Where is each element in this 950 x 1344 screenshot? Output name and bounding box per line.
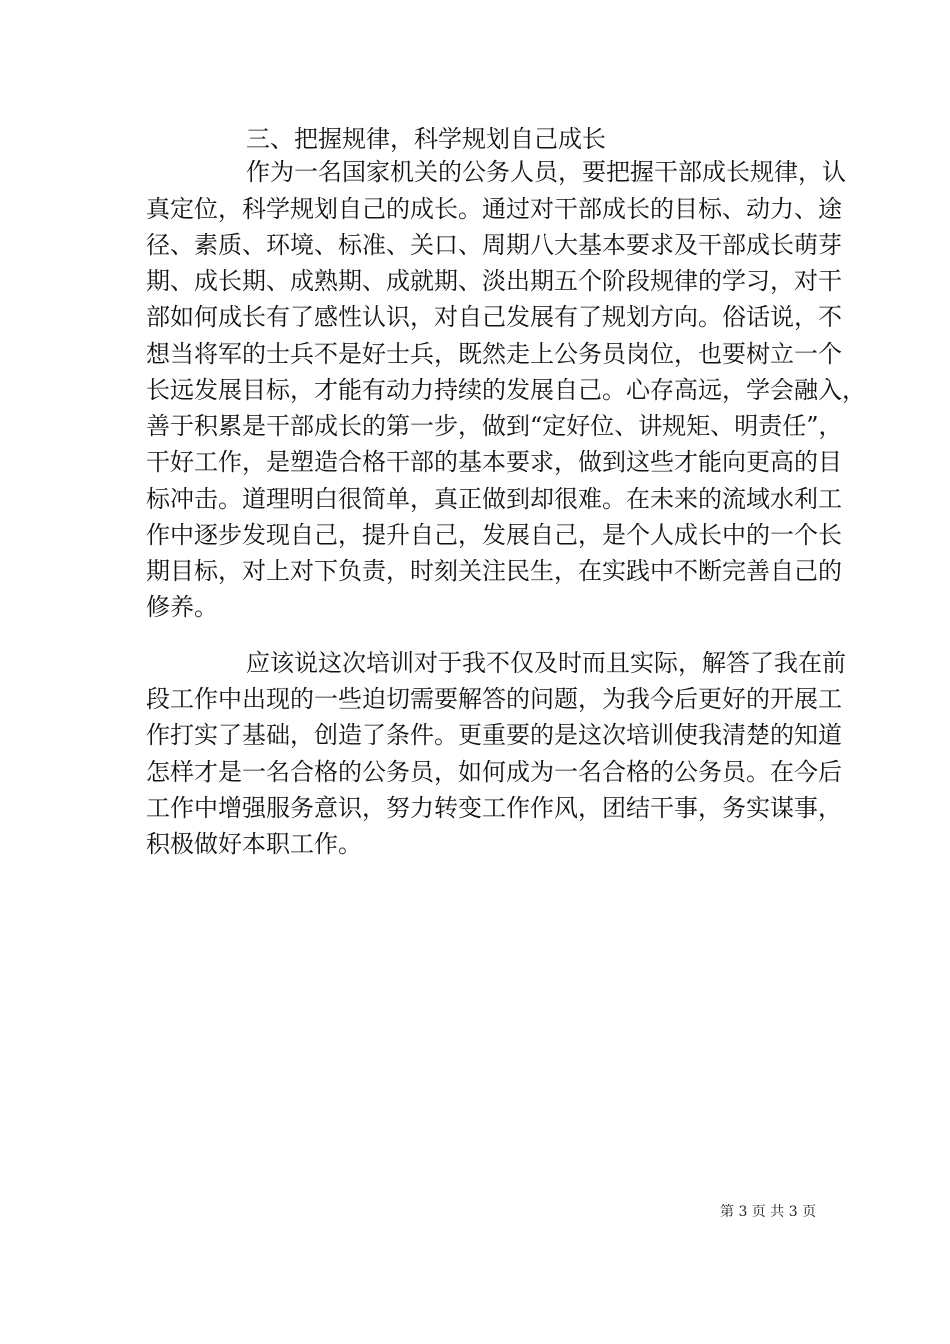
paragraph-1-line-4: 期、成长期、成熟期、成就期、淡出期五个阶段规律的学习，对干	[146, 267, 842, 295]
paragraph-1-line-1: 作为一名国家机关的公务人员，要把握干部成长规律，认	[246, 158, 846, 186]
paragraph-1-line-5: 部如何成长有了感性认识，对自己发展有了规划方向。俗话说，不	[146, 303, 842, 331]
paragraph-1-line-10: 标冲击。道理明白很简单，真正做到却很难。在未来的流域水利工	[146, 485, 842, 513]
paragraph-1-line-2: 真定位，科学规划自己的成长。通过对干部成长的目标、动力、途	[146, 195, 842, 223]
paragraph-1-line-8: 善于积累是干部成长的第一步，做到“定好位、讲规矩、明责任”，	[146, 412, 843, 440]
paragraph-1-line-3: 径、素质、环境、标准、关口、周期八大基本要求及干部成长萌芽	[146, 231, 842, 259]
paragraph-2-line-1: 应该说这次培训对于我不仅及时而且实际，解答了我在前	[246, 649, 846, 677]
paragraph-2-line-4: 怎样才是一名合格的公务员，如何成为一名合格的公务员。在今后	[146, 758, 842, 786]
paragraph-2-line-5: 工作中增强服务意识，努力转变工作作风，团结干事，务实谋事，	[146, 794, 842, 822]
paragraph-1-line-7: 长远发展目标，才能有动力持续的发展自己。心存高远，学会融入，	[146, 376, 866, 404]
paragraph-2-line-6: 积极做好本职工作。	[146, 830, 362, 858]
paragraph-1-line-9: 干好工作，是塑造合格干部的基本要求，做到这些才能向更高的目	[146, 448, 842, 476]
section-heading: 三、把握规律，科学规划自己成长	[246, 125, 606, 153]
paragraph-1-line-11: 作中逐步发现自己，提升自己，发展自己，是个人成长中的一个长	[146, 521, 842, 549]
paragraph-1-line-13: 修养。	[146, 593, 218, 621]
paragraph-2-line-2: 段工作中出现的一些迫切需要解答的问题，为我今后更好的开展工	[146, 685, 842, 713]
page-number: 第 3 页 共 3 页	[720, 1204, 817, 1220]
paragraph-2-line-3: 作打实了基础，创造了条件。更重要的是这次培训使我清楚的知道	[146, 721, 842, 749]
paragraph-1-line-12: 期目标，对上对下负责，时刻关注民生，在实践中不断完善自己的	[146, 557, 842, 585]
paragraph-1-line-6: 想当将军的士兵不是好士兵，既然走上公务员岗位，也要树立一个	[146, 340, 842, 368]
